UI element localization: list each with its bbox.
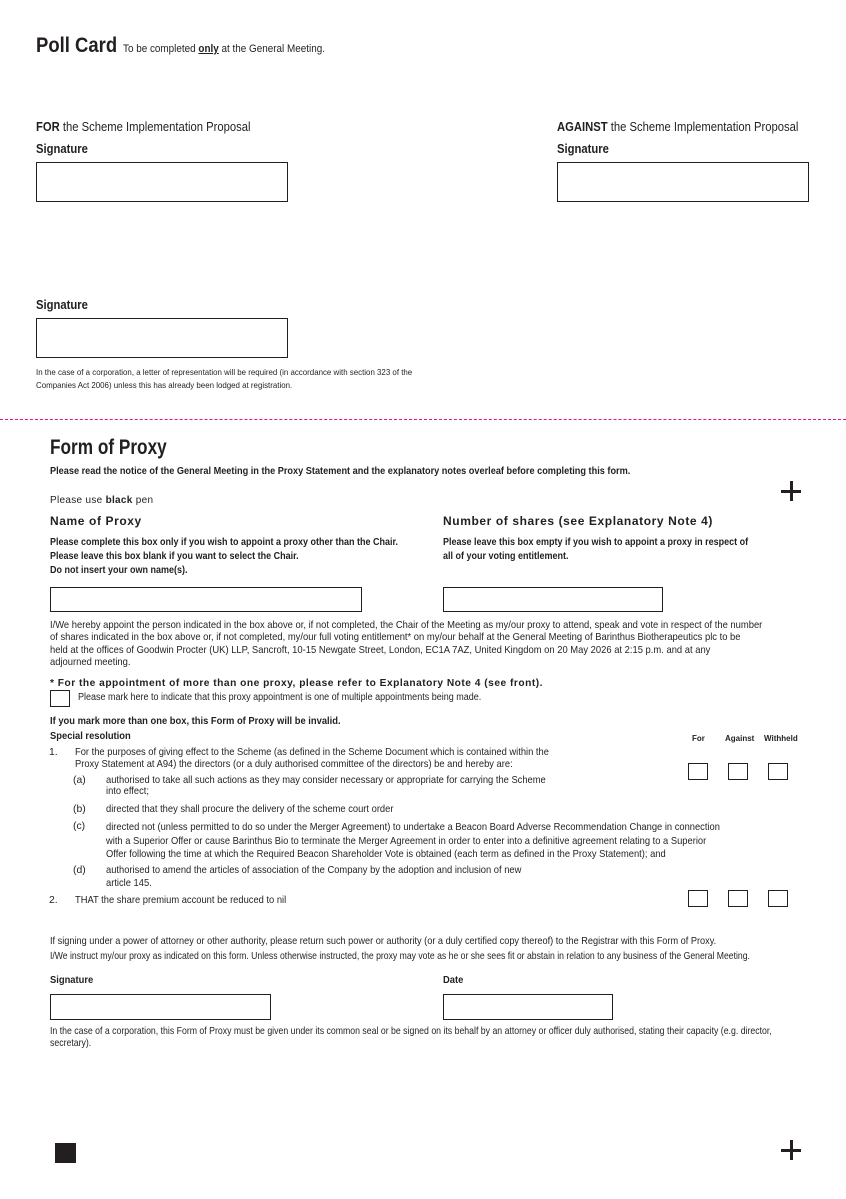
number-of-shares-input[interactable] — [443, 587, 663, 612]
for-label: FOR the Scheme Implementation Proposal — [36, 120, 251, 134]
invalid-note: If you mark more than one box, this Form of Proxy will be invalid. — [50, 716, 341, 727]
column-withheld: Withheld — [764, 734, 798, 743]
against-label: AGAINST the Scheme Implementation Proposal — [557, 120, 799, 134]
resolution-2-number: 2. — [49, 895, 58, 906]
poll-card-title: Poll Card — [36, 34, 118, 57]
proxy-title: Form of Proxy — [50, 436, 167, 459]
against-signature-box[interactable] — [557, 162, 809, 202]
resolution-1-number: 1. — [49, 747, 58, 758]
resolution-1-withheld-checkbox[interactable] — [768, 763, 788, 780]
proxy-name-input[interactable] — [50, 587, 362, 612]
resolution-2-withheld-checkbox[interactable] — [768, 890, 788, 907]
sub-d-text: authorised to amend the articles of association of the Company by the adoption and inclusion of new article 145. — [106, 865, 522, 889]
special-resolution-heading: Special resolution — [50, 731, 131, 742]
resolution-1-against-checkbox[interactable] — [728, 763, 748, 780]
sub-a-label: (a) — [73, 775, 86, 786]
sub-c-label: (c) — [73, 821, 86, 832]
sub-b-label: (b) — [73, 804, 86, 815]
resolution-1-for-checkbox[interactable] — [688, 763, 708, 780]
number-of-shares-heading: Number of shares (see Explanatory Note 4) — [443, 514, 714, 528]
number-of-shares-note: Please leave this box empty if you wish to appoint a proxy in respect of all of your voting entitlement. — [443, 537, 749, 562]
power-of-attorney-note: If signing under a power of attorney or other authority, please return such power or authority (or a duly certified copy thereof) to the Registrar with this Form of Proxy. — [50, 936, 717, 947]
name-of-proxy-heading: Name of Proxy — [50, 514, 142, 528]
pen-note: Please use black pen — [50, 495, 154, 506]
column-against: Against — [725, 734, 755, 743]
proxy-corp-note: In the case of a corporation, this Form of Proxy must be given under its common seal or be signed on its behalf by an attorney or officer duly authorised, stating their capacity (e.g. director, secretary). — [50, 1026, 772, 1050]
signature-label: Signature — [36, 298, 88, 312]
sub-d-label: (d) — [73, 865, 86, 876]
multiple-proxy-checkbox[interactable] — [50, 690, 70, 707]
for-signature-box[interactable] — [36, 162, 288, 202]
sub-c-text: directed not (unless permitted to do so under the Merger Agreement) to undertake a Beacon Board Adverse Recommendation Change in connection with a Superior Offer or cause Barinthus Bio to terminate the Merger Agreement in order to enter into a definitive agreement relating to a Superior Offer following the time at which the Required Beacon Shareholder Vote is obtained (each term as defined in the Proxy Statement); and — [106, 822, 720, 861]
sub-b-text: directed that they shall procure the delivery of the scheme court order — [106, 804, 394, 815]
signature-box[interactable] — [36, 318, 288, 358]
proxy-signature-label: Signature — [50, 975, 94, 986]
column-for: For — [692, 734, 705, 743]
poll-card-subtitle: To be completed only at the General Meeting. — [122, 43, 325, 55]
resolution-1-text: For the purposes of giving effect to the Scheme (as defined in the Scheme Document which is contained within the Proxy Statement at A94) the directors (or a duly authorised committee of the directors) be and hereby are: — [75, 747, 549, 770]
multiple-proxy-checkbox-label: Please mark here to indicate that this proxy appointment is one of multiple appointments being made. — [78, 692, 482, 703]
sub-a-text: authorised to take all such actions as they may consider necessary or appropriate for carrying the Scheme into effect; — [106, 775, 546, 797]
proxy-intro: Please read the notice of the General Meeting in the Proxy Statement and the explanatory notes overleaf before completing this form. — [50, 466, 631, 477]
poll-corp-note: In the case of a corporation, a letter of representation will be required (in accordance with section 323 of the Companies Act 2006) unless this has already been lodged at registration. — [36, 367, 413, 390]
appointment-text: I/We hereby appoint the person indicated in the box above or, if not completed, the Chair of the Meeting as my/our proxy to attend, speak and vote in respect of the number of shares indicated in the box above or, if not completed, my/our full voting entitlement* on my/our behalf at the General Meeting of Barinthus Biotherapeutics plc to be held at the offices of Goodwin Procter (UK) LLP, Sancroft, 10-15 Newgate Street, London, EC1A 7AZ, United Kingdom on 20 May 2026 at 2:15 p.m. and at any adjourned meeting. — [50, 620, 763, 669]
resolution-2-text: THAT the share premium account be reduced to nil — [75, 895, 287, 906]
poll-card-header — [36, 34, 347, 58]
registration-square-mark — [55, 1143, 76, 1163]
against-signature-label: Signature — [557, 142, 609, 156]
instruction-note: I/We instruct my/our proxy as indicated on this form. Unless otherwise instructed, the proxy may vote as he or she sees fit or abstain in relation to any business of the General Meeting. — [50, 951, 750, 962]
proxy-signature-input[interactable] — [50, 994, 271, 1020]
name-of-proxy-note: Please complete this box only if you wish to appoint a proxy other than the Chair. Please leave this box blank if you want to select the Chair. Do not insert your own name(s). — [50, 537, 399, 576]
date-input[interactable] — [443, 994, 613, 1020]
resolution-2-for-checkbox[interactable] — [688, 890, 708, 907]
multiple-proxy-note: * For the appointment of more than one proxy, please refer to Explanatory Note 4 (see front). — [50, 678, 543, 689]
for-signature-label: Signature — [36, 142, 88, 156]
cut-line — [0, 419, 846, 420]
resolution-2-against-checkbox[interactable] — [728, 890, 748, 907]
date-label: Date — [443, 975, 464, 986]
